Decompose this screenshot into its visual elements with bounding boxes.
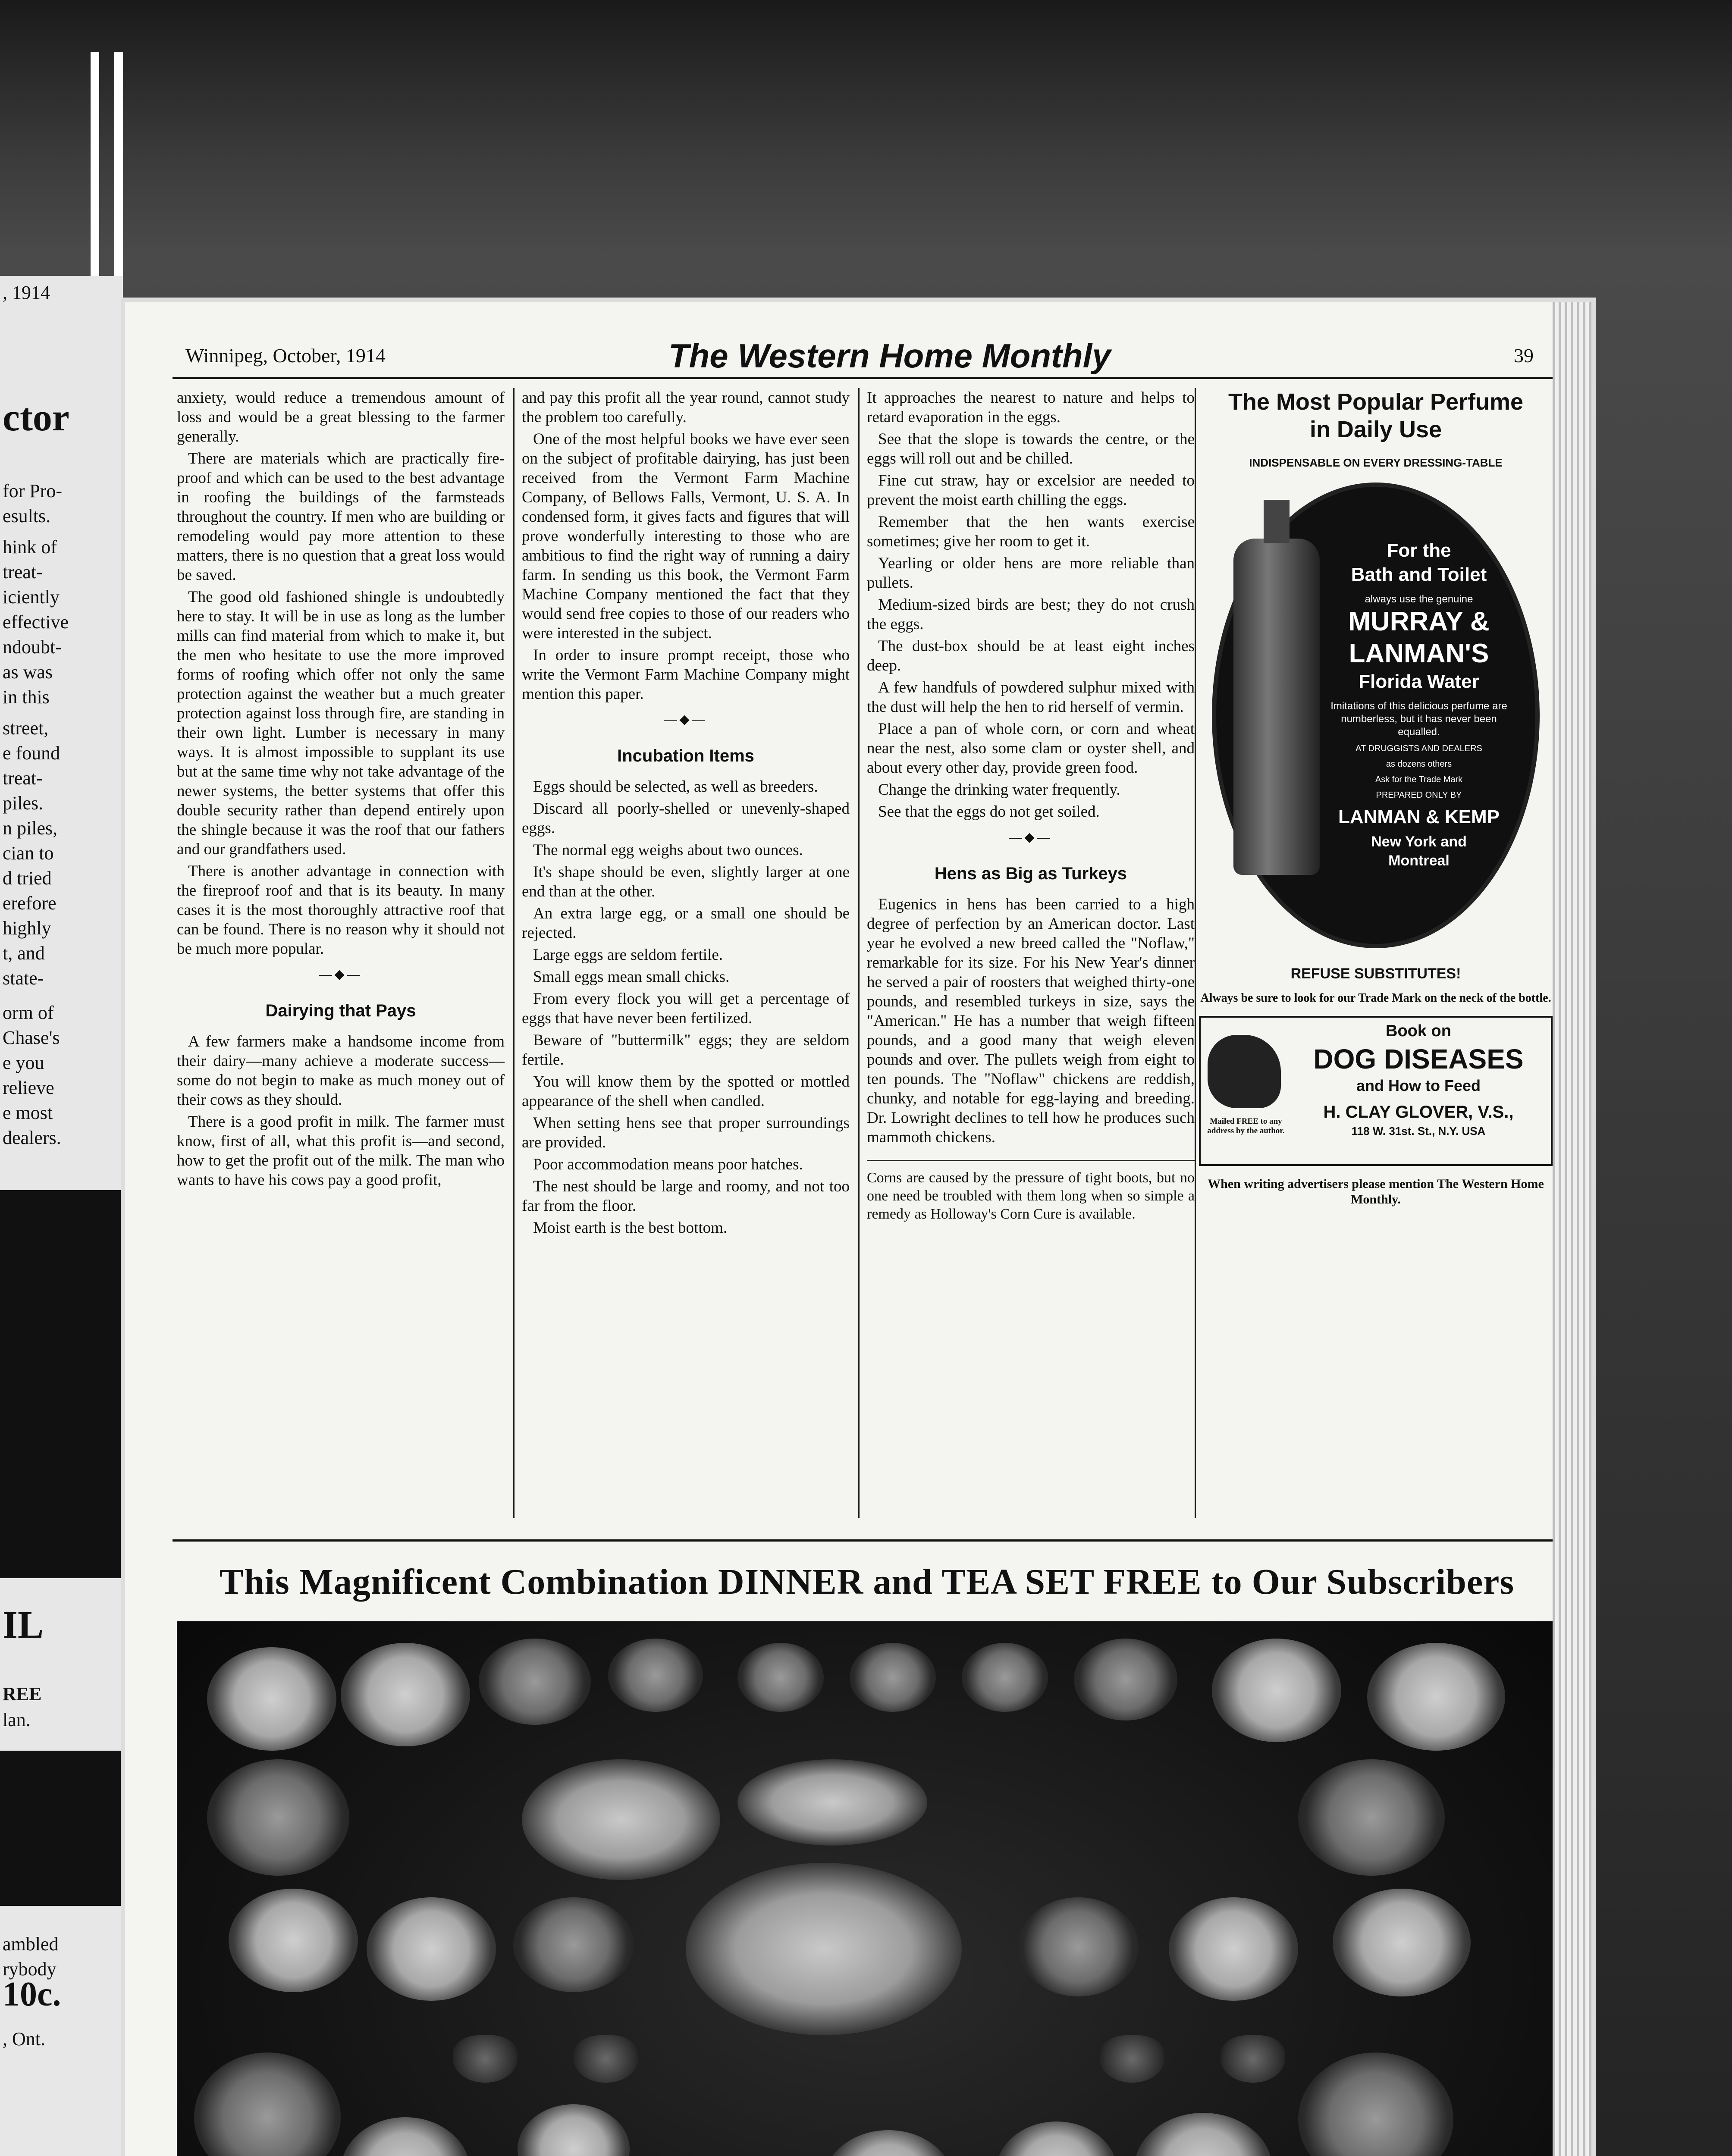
paragraph: The nest should be large and roomy, and not too far from the floor. [522, 1178, 850, 1215]
mailed-free-note: Mailed FREE to any address by the author. [1207, 1117, 1285, 1135]
ornament-divider: —◆— [1009, 830, 1053, 844]
paragraph: A few handfuls of powdered sulphur mixed with the dust will help the hen to rid herself of vermin. [867, 679, 1195, 716]
paragraph: Remember that the hen wants exercise sometimes; give her room to get it. [867, 513, 1195, 550]
left-fragment: rybody [3, 1959, 56, 1980]
paragraph: A few farmers make a handsome income from their dairy—many achieve a moderate success—some do not begin to make as much money out of their cows as they should. [177, 1033, 505, 1109]
dog-ad-line: Book on [1386, 1022, 1451, 1040]
plate-image [207, 1759, 349, 1876]
perfume-oval-illustration [1212, 483, 1540, 948]
ornament-divider: —◆— [664, 712, 708, 727]
left-fragment: in this [3, 686, 50, 708]
offer-headline: This Magnificent Combination DINNER and TEA SET FREE to Our Subscribers [219, 1562, 1515, 1602]
paragraph: One of the most helpful books we have ever seen on the subject of profitable dairying, has just been received from the Vermont Farm Machine Company, of Bellows Falls, Vermont, U. S. A. In condensed form, it gives facts and figures that will prove wonderfully interesting to those who are ambitious to find the right way of running a dairy farm. In sending us this book, the Vermont Farm Machine Company mentioned the fact that they would send free copies to those of our readers who were interested in the subject. [522, 430, 850, 642]
plate-image [824, 2130, 953, 2156]
oval-text: Bath and Toilet [1351, 564, 1487, 585]
paragraph: The normal egg weighs about two ounces. [533, 841, 803, 859]
paragraph: There are materials which are practically fire-proof and which can be used to the best advantage in roofing the buildings of the farmsteads throughout the country. If men who are building or remodeling would pay more attention to these matters, there is no question that a great loss would be saved. [177, 450, 505, 584]
left-fragment: cian to [3, 843, 54, 864]
left-fragment: for Pro- [3, 480, 63, 501]
platter-image [686, 1863, 962, 2035]
dog-ad-address: 118 W. 31st. St., N.Y. USA [1351, 1125, 1486, 1138]
dog-ad-text [1291, 1022, 1546, 1138]
left-fragment: orm of [3, 1002, 54, 1023]
dog-ad-line: and How to Feed [1356, 1077, 1481, 1094]
perfume-bottle-icon [1233, 539, 1320, 875]
advertisement-column [1199, 388, 1553, 1207]
plate-image [1298, 2053, 1453, 2156]
plate-image [996, 2122, 1117, 2156]
oval-text: Ask for the Trade Mark [1375, 775, 1463, 784]
plate-image [518, 2104, 630, 2156]
paragraph: Place a pan of whole corn, or corn and wheat near the nest, also some clam or oyster shell, and about every other day, provide green food. [867, 720, 1195, 777]
left-fragment: state- [3, 968, 44, 989]
ornament-divider: —◆— [319, 967, 363, 981]
maker-city: New York and [1371, 834, 1467, 850]
left-fragment: effective [3, 611, 69, 633]
plate-image [229, 1889, 358, 1992]
paragraph: See that the slope is towards the centre, or the eggs will roll out and be chilled. [867, 430, 1195, 467]
cup-image [1100, 2035, 1164, 2083]
paragraph: Change the drinking water frequently. [878, 781, 1120, 799]
left-fragment: relieve [3, 1077, 54, 1098]
plate-image [341, 2117, 470, 2156]
cup-image [453, 2035, 518, 2083]
oval-text: For the [1387, 540, 1451, 561]
paragraph: Fine cut straw, hay or excelsior are needed to prevent the moist earth chilling the eggs. [867, 472, 1195, 509]
dog-ad-author: H. CLAY GLOVER, V.S., [1323, 1103, 1514, 1122]
plate-image [1333, 1889, 1471, 1996]
left-fragment: e you [3, 1052, 44, 1073]
paragraph: It's shape should be even, slightly larger at one end than at the other. [522, 863, 850, 900]
platter-image [522, 1759, 720, 1880]
left-page-fragment [0, 276, 123, 2156]
cup-image [1221, 2035, 1285, 2083]
dog-ad-headline: DOG DISEASES [1313, 1044, 1524, 1075]
issue-date: Winnipeg, October, 1914 [185, 345, 386, 367]
paragraph: Eugenics in hens has been carried to a high degree of perfection by an American doctor. Last year he evolved a new breed called the "Noflaw," remarkable for its size. For his New Year's dinner he served a pair of roosters that weighed thirty-one pounds, and resembled turkeys in size, says the "American." He has a number that weigh fifteen pounds, and a good many that weigh eleven pounds and over. The pullets weigh from eight to ten pounds. The "Noflaw" chickens are reddish, chunky, and notable for egg-laying and breeding. Dr. Lowright declines to tell how he produces such mammoth chickens. [867, 896, 1195, 1146]
magazine-page [125, 302, 1591, 2156]
left-fragment: street, [3, 718, 49, 739]
left-fragment: treat- [3, 768, 43, 789]
left-fragment: e found [3, 743, 60, 764]
paragraph: Yearling or older hens are more reliable than pullets. [867, 555, 1195, 592]
paragraph: The dust-box should be at least eight inches deep. [867, 637, 1195, 674]
paragraph: The good old fashioned shingle is undoubtedly here to stay. It will be in use as long as the lumber mills can find material from which to make it, but the men who hesitate to use the more improved forms of roofing which offer not only the same protection against the weather but a much greater protection against loss through fire, are standing in their own light. Lumber is necessary in many ways. It is almost impossible to supplant its use but at the same time why not take advantage of the newer systems, the better systems that offer this double security rather than depend entirely upon the shingle because it was the roof that our fathers and our grandfathers used. [177, 588, 505, 858]
plate-image [207, 1647, 336, 1751]
left-ad-block-2 [0, 1751, 123, 1906]
left-fragment: , Ont. [3, 2028, 45, 2049]
left-fragment: esults. [3, 505, 51, 526]
left-fragment: lan. [3, 1709, 31, 1730]
left-fragment: erefore [3, 893, 56, 914]
left-fragment: iciently [3, 586, 60, 608]
left-fragment: ctor [3, 396, 69, 439]
left-fragment: , 1914 [3, 282, 50, 303]
plate-image [608, 1639, 703, 1712]
binder-clip-top-2 [114, 52, 123, 302]
paragraph: You will know them by the spotted or mottled appearance of the shell when candled. [522, 1073, 850, 1110]
perfume-ad-subtitle: INDISPENSABLE ON EVERY DRESSING-TABLE [1249, 456, 1503, 469]
dog-head-icon [1208, 1035, 1281, 1108]
trademark-note: Always be sure to look for our Trade Mark on the neck of the bottle. [1200, 991, 1551, 1005]
column-rule [1195, 388, 1196, 1518]
left-fragment: d tried [3, 868, 52, 889]
oval-text: Imitations of this delicious perfume are numberless, but it has never been equalled. [1330, 700, 1507, 738]
paragraph: Medium-sized birds are best; they do not crush the eggs. [867, 596, 1195, 633]
corns-notice: Corns are caused by the pressure of tight boots, but no one need be troubled with them long when so simple a remedy as Holloway's Corn Cure is available. [867, 1160, 1195, 1223]
left-fragment: treat- [3, 561, 43, 583]
plate-image [1298, 1759, 1445, 1876]
left-fragment: as was [3, 661, 53, 683]
paragraph: An extra large egg, or a small one should be rejected. [522, 905, 850, 942]
left-ad-block [0, 1190, 123, 1578]
column-1 [177, 388, 505, 1192]
paragraph: Beware of "buttermilk" eggs; they are seldom fertile. [522, 1031, 850, 1069]
plate-image [1018, 1897, 1139, 1996]
brand-name: MURRAY & [1348, 607, 1490, 636]
left-fragment: e most [3, 1102, 53, 1123]
column-2 [522, 388, 850, 1240]
column-rule [858, 388, 860, 1518]
cup-image [574, 2035, 638, 2083]
paragraph: Large eggs are seldom fertile. [533, 946, 723, 964]
section-heading: Dairying that Pays [265, 1001, 416, 1020]
plate-image [513, 1897, 634, 1992]
paragraph: anxiety, would reduce a tremendous amount of loss and would be a great blessing to the farmer generally. [177, 389, 505, 445]
paragraph: Small eggs mean small chicks. [533, 968, 730, 986]
left-fragment: Chase's [3, 1027, 60, 1048]
brand-name: LANMAN'S [1349, 639, 1489, 668]
paragraph: Moist earth is the best bottom. [533, 1219, 728, 1237]
left-fragment: ambled [3, 1934, 59, 1955]
oval-text: PREPARED ONLY BY [1376, 790, 1462, 800]
paragraph: and pay this profit all the year round, cannot study the problem too carefully. [522, 389, 850, 426]
oval-text: as dozens others [1386, 759, 1452, 769]
section-rule [173, 1539, 1561, 1542]
dog-book-ad [1199, 1016, 1553, 1166]
plate-image [1367, 1643, 1505, 1751]
product-name: Florida Water [1359, 671, 1479, 692]
column-3 [867, 388, 1195, 1223]
section-heading: Hens as Big as Turkeys [934, 864, 1127, 883]
oval-text: AT DRUGGISTS AND DEALERS [1355, 744, 1482, 753]
dinner-set-photo [177, 1621, 1557, 2156]
plate-image [479, 1639, 591, 1725]
paragraph: See that the eggs do not get soiled. [878, 803, 1100, 821]
plate-image [367, 1897, 496, 2001]
refuse-substitutes: REFUSE SUBSTITUTES! [1290, 965, 1461, 982]
plate-image [850, 1643, 936, 1712]
paragraph: There is a good profit in milk. The farmer must know, first of all, what this profit is—and second, how to get the profit out of the milk. The man who wants to have his cows pay a good profit, [177, 1113, 505, 1189]
maker-city: Montreal [1388, 852, 1450, 869]
perfume-oval-text [1324, 539, 1514, 867]
left-fragment: highly [3, 918, 51, 939]
paragraph: Eggs should be selected, as well as breeders. [533, 778, 818, 796]
plate-image [1169, 1897, 1298, 2001]
page-header [185, 336, 1574, 375]
left-fragment: dealers. [3, 1127, 61, 1148]
platter-image [737, 1759, 927, 1846]
maker-name: LANMAN & KEMP [1338, 806, 1500, 827]
left-fragment: n piles, [3, 818, 58, 839]
page-edge-stack [1553, 302, 1591, 2156]
header-rule [173, 377, 1561, 379]
plate-image [737, 1643, 824, 1712]
masthead-title: The Western Home Monthly [668, 337, 1111, 375]
paragraph: In order to insure prompt receipt, those who write the Vermont Farm Machine Company might mention this paper. [522, 646, 850, 703]
plate-image [1212, 1639, 1341, 1742]
oval-text: always use the genuine [1365, 593, 1473, 605]
plate-image [962, 1643, 1048, 1712]
plate-image [194, 2053, 341, 2156]
left-fragment: ndoubt- [3, 636, 62, 658]
perfume-title-line: The Most Popular Perfume [1228, 389, 1524, 415]
left-fragment: 10c. [3, 1975, 61, 2013]
column-rule [513, 388, 515, 1518]
left-fragment: t, and [3, 943, 45, 964]
paragraph: When setting hens see that proper surroundings are provided. [522, 1114, 850, 1151]
paragraph: It approaches the nearest to nature and helps to retard evaporation in the eggs. [867, 389, 1195, 426]
left-fragment: piles. [3, 793, 44, 814]
plate-image [1134, 2113, 1272, 2156]
paragraph: From every flock you will get a percentage of eggs that have never been fertilized. [522, 990, 850, 1027]
paragraph: Poor accommodation means poor hatches. [533, 1156, 803, 1173]
perfume-ad-title [1199, 388, 1553, 443]
page-number: 39 [1514, 345, 1534, 367]
advertiser-note: When writing advertisers please mention The Western Home Monthly. [1208, 1177, 1544, 1206]
left-fragment: IL [3, 1604, 44, 1646]
paragraph: Discard all poorly-shelled or unevenly-shaped eggs. [522, 800, 850, 837]
plate-image [341, 1643, 470, 1746]
binder-clip-top-1 [91, 52, 99, 302]
plate-image [1074, 1639, 1177, 1720]
perfume-title-line: in Daily Use [1309, 417, 1442, 442]
paragraph: There is another advantage in connection with the fireproof roof and that is its beauty. In many cases it is the most thoroughly attractive roof that can be found. There is no reason why it should not be much more popular. [177, 862, 505, 958]
left-fragment: REE [3, 1683, 42, 1705]
left-fragment: hink of [3, 536, 57, 558]
section-heading: Incubation Items [617, 746, 754, 765]
